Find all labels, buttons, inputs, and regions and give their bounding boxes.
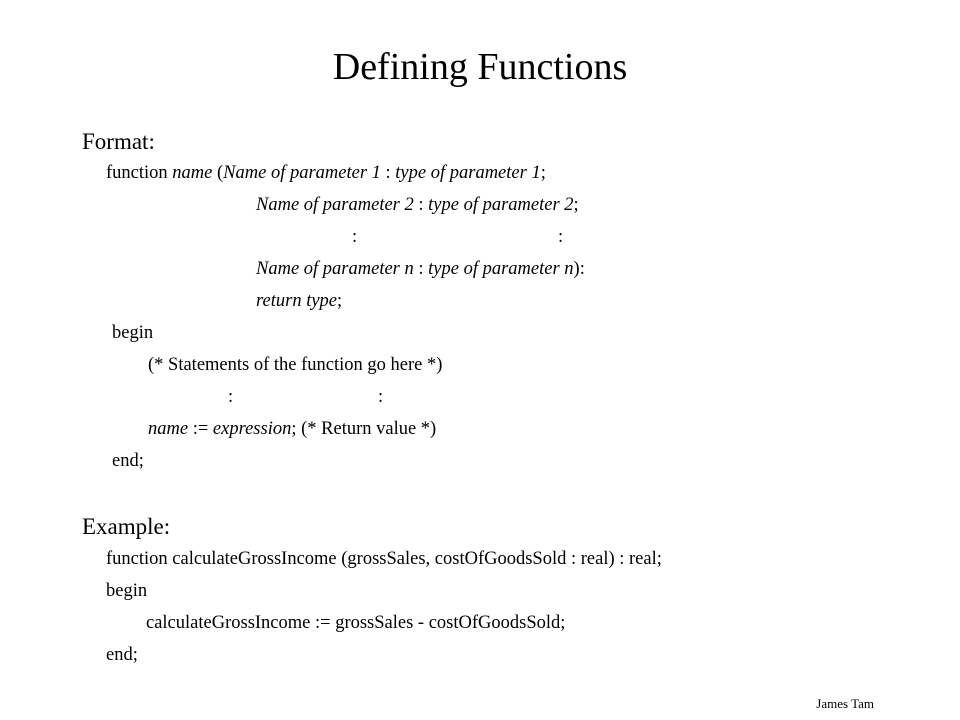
param-n-name: Name of parameter n xyxy=(256,259,414,279)
return-type: return type xyxy=(256,291,338,311)
param-1-type: type of parameter 1 xyxy=(395,163,541,183)
format-line-param-n xyxy=(256,258,585,280)
placeholder-expression: expression xyxy=(212,419,292,439)
example-line-end: end; xyxy=(106,645,138,665)
format-body-colon-2: : xyxy=(378,387,384,407)
placeholder-name: name xyxy=(172,163,213,183)
close-paren-colon: ): xyxy=(573,259,585,279)
example-line-assignment: calculateGrossIncome := grossSales - costOfGoodsSold; xyxy=(146,613,566,633)
open-paren: ( xyxy=(216,163,224,183)
format-heading: Format: xyxy=(82,129,155,154)
semicolon: ; xyxy=(573,195,579,215)
example-line-begin: begin xyxy=(106,581,148,601)
slide-title: Defining Functions xyxy=(332,46,628,88)
colon-sep: : xyxy=(418,195,424,215)
format-line-end: end; xyxy=(112,451,144,471)
assign-operator: := xyxy=(192,419,209,439)
format-line-begin: begin xyxy=(112,323,154,343)
semicolon: ; xyxy=(540,163,546,183)
colon-sep: : xyxy=(418,259,424,279)
placeholder-name: name xyxy=(148,419,189,439)
format-line-return-type xyxy=(256,290,342,312)
return-comment: ; (* Return value *) xyxy=(291,419,437,439)
format-ellipsis-colon-1: : xyxy=(352,227,358,247)
semicolon: ; xyxy=(337,291,343,311)
keyword-function: function xyxy=(106,163,168,183)
format-line-statements-comment: (* Statements of the function go here *) xyxy=(148,355,443,375)
example-line-signature: function calculateGrossIncome (grossSales, costOfGoodsSold : real) : real; xyxy=(106,549,662,569)
param-2-name: Name of parameter 2 xyxy=(256,195,414,215)
colon-sep: : xyxy=(385,163,391,183)
author-footer: James Tam xyxy=(816,696,874,711)
param-2-type: type of parameter 2 xyxy=(428,195,574,215)
format-body-colon-1: : xyxy=(228,387,234,407)
format-line-return-assignment xyxy=(148,418,436,440)
example-heading: Example: xyxy=(82,514,171,539)
format-line-function-signature xyxy=(106,162,546,184)
param-n-type: type of parameter n xyxy=(428,259,574,279)
param-1-name: Name of parameter 1 xyxy=(223,163,381,183)
format-line-param-2 xyxy=(256,194,579,216)
format-ellipsis-colon-2: : xyxy=(558,227,564,247)
